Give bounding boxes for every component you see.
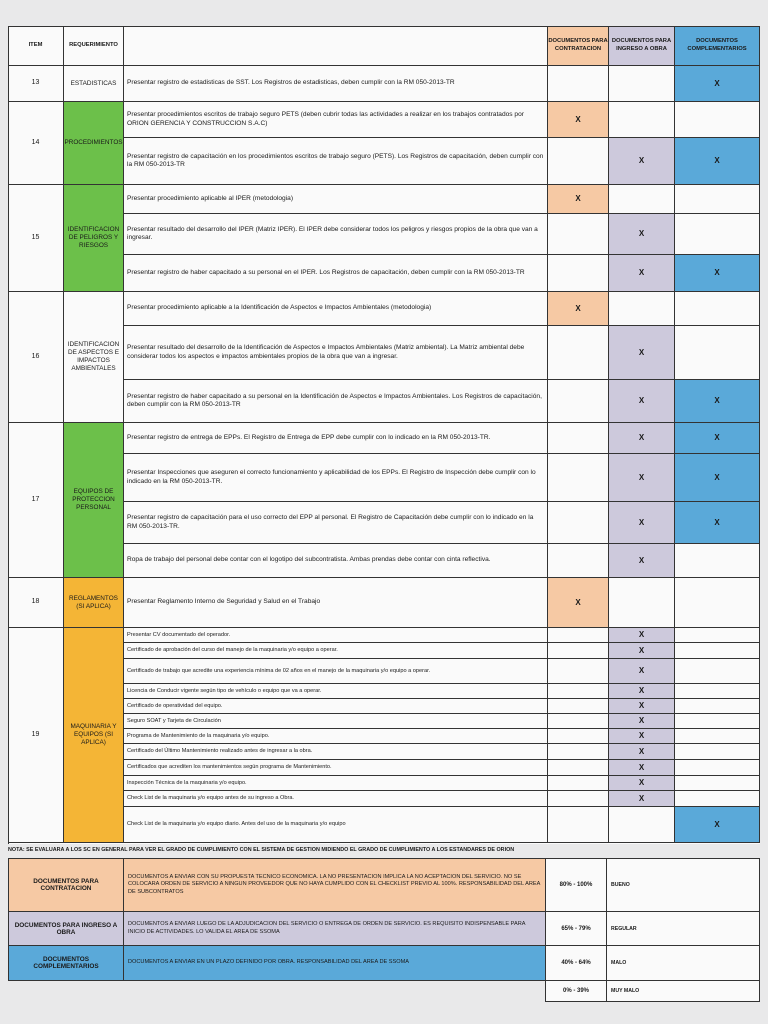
mark-ingreso: X	[609, 791, 675, 807]
mark-ingreso: X	[609, 628, 675, 643]
item-number-13: 13	[8, 66, 64, 102]
mark-ingreso	[609, 66, 675, 102]
mark-ingreso: X	[609, 255, 675, 292]
mark-ingreso	[609, 578, 675, 628]
mark-ingreso	[609, 102, 675, 138]
mark-ingreso: X	[609, 760, 675, 776]
item-number-18: 18	[8, 578, 64, 628]
mark-complementarios	[675, 578, 760, 628]
requirement-row-text: Programa de Mantenimiento de la maquinaria y/o equipo.	[124, 729, 548, 744]
mark-contratacion	[548, 807, 609, 843]
mark-complementarios	[675, 729, 760, 744]
header-doc-ingreso: DOCUMENTOS PARA INGRESO A OBRA	[609, 26, 675, 66]
mark-complementarios	[675, 760, 760, 776]
mark-contratacion	[548, 714, 609, 729]
mark-contratacion	[548, 744, 609, 760]
mark-contratacion	[548, 326, 609, 380]
mark-contratacion	[548, 380, 609, 423]
mark-complementarios	[675, 699, 760, 714]
mark-complementarios	[675, 744, 760, 760]
mark-contratacion: X	[548, 578, 609, 628]
requirement-row-text: Ropa de trabajo del personal debe contar con el logotipo del subcontratista. Ambas prendas debe contar con cinta reflectiva.	[124, 544, 548, 578]
mark-contratacion	[548, 66, 609, 102]
mark-complementarios	[675, 326, 760, 380]
legend-complementarios-pct: 40% - 64%	[545, 945, 607, 981]
requirement-row-text: Presentar resultado del desarrollo del IPER (Matriz IPER). El IPER debe considerar todos los peligros y riesgos propios de la obra que van a ingresar.	[124, 214, 548, 255]
mark-ingreso: X	[609, 684, 675, 699]
mark-ingreso: X	[609, 326, 675, 380]
requirement-label-16: IDENTIFICACION DE ASPECTOS E IMPACTOS AMBIENTALES	[64, 292, 124, 423]
requirement-row-text: Check List de la maquinaria y/o equipo diario. Antes del uso de la maquinaria y/o equipo	[124, 807, 548, 843]
requirement-label-17: EQUIPOS DE PROTECCION PERSONAL	[64, 423, 124, 578]
mark-ingreso: X	[609, 659, 675, 684]
requirement-row-text: Presentar procedimientos escritos de trabajo seguro PETS (deben cubrir todas las actividades a realizar en los trabajos contratados por ORION GERENCIA Y CONSTRUCCION S.A.C)	[124, 102, 548, 138]
mark-ingreso: X	[609, 744, 675, 760]
item-number-16: 16	[8, 292, 64, 423]
mark-complementarios	[675, 544, 760, 578]
mark-complementarios	[675, 684, 760, 699]
requirement-row-text: Presentar registro de estadisticas de SST. Los Registros de estadisticas, deben cumplir con la RM 050-2013-TR	[124, 66, 548, 102]
mark-ingreso: X	[609, 454, 675, 502]
requirement-row-text: Presentar CV documentado del operador.	[124, 628, 548, 643]
item-number-17: 17	[8, 423, 64, 578]
header-item: ITEM	[8, 26, 64, 66]
legend-contratacion-title: DOCUMENTOS PARA CONTRATACION	[8, 858, 124, 912]
mark-ingreso: X	[609, 699, 675, 714]
mark-contratacion	[548, 776, 609, 791]
mark-contratacion	[548, 423, 609, 454]
mark-complementarios	[675, 714, 760, 729]
requirement-row-text: Presentar registro de haber capacitado a su personal en la Identificación de Aspectos e Impactos Ambientales. Los Registros de capacitación, deben cumplir con la RM 050-2013-TR	[124, 380, 548, 423]
mark-contratacion	[548, 684, 609, 699]
mark-complementarios	[675, 643, 760, 659]
mark-ingreso	[609, 185, 675, 214]
header-doc-complementarios: DOCUMENTOS COMPLEMENTARIOS	[675, 26, 760, 66]
requirement-label-19: MAQUINARIA Y EQUIPOS (SI APLICA)	[64, 628, 124, 843]
mark-ingreso: X	[609, 380, 675, 423]
mark-contratacion	[548, 502, 609, 544]
mark-contratacion: X	[548, 292, 609, 326]
mark-complementarios: X	[675, 255, 760, 292]
mark-complementarios	[675, 102, 760, 138]
requirement-row-text: Presentar procedimiento aplicable a la Identificación de Aspectos e Impactos Ambientales (metodologia)	[124, 292, 548, 326]
mark-contratacion	[548, 138, 609, 185]
mark-complementarios	[675, 659, 760, 684]
mark-contratacion	[548, 214, 609, 255]
mark-ingreso: X	[609, 138, 675, 185]
mark-complementarios: X	[675, 454, 760, 502]
legend-last-pct: 0% - 39%	[545, 980, 607, 1002]
mark-complementarios	[675, 776, 760, 791]
requirement-row-text: Check List de la maquinaria y/o equipo antes de su ingreso a Obra.	[124, 791, 548, 807]
mark-complementarios: X	[675, 66, 760, 102]
mark-complementarios	[675, 292, 760, 326]
mark-contratacion	[548, 791, 609, 807]
requirement-row-text: Certificados que acrediten los mantenimientos según programa de Mantenimiento.	[124, 760, 548, 776]
mark-contratacion	[548, 729, 609, 744]
legend-ingreso-title: DOCUMENTOS PARA INGRESO A OBRA	[8, 911, 124, 946]
mark-contratacion	[548, 454, 609, 502]
requirement-label-13: ESTADISTICAS	[64, 66, 124, 102]
legend-contratacion-qual: BUENO	[606, 858, 760, 912]
legend-ingreso-desc: DOCUMENTOS A ENVIAR LUEGO DE LA ADJUDICACION DEL SERVICIO O ENTREGA DE ORDEN DE SERVICIO. ES REQUISITO INDISPENSABLE PARA INICIO DE ACTIVIDADES. LO VALIDA EL AREA DE SSOMA	[123, 911, 546, 946]
mark-contratacion	[548, 255, 609, 292]
item-number-14: 14	[8, 102, 64, 185]
mark-contratacion	[548, 659, 609, 684]
legend-contratacion-pct: 80% - 100%	[545, 858, 607, 912]
mark-complementarios	[675, 214, 760, 255]
mark-contratacion: X	[548, 185, 609, 214]
mark-ingreso	[609, 292, 675, 326]
mark-contratacion	[548, 544, 609, 578]
legend-contratacion-desc: DOCUMENTOS A ENVIAR CON SU PROPUESTA TECNICO ECONOMICA. LA NO PRESENTACION IMPLICA LA NO ACEPTACION DEL SERVICIO. NO SE COLOCARA ORDEN DE SERVICIO A NINGUN PROVEEDOR QUE NO HAYA CUMPLIDO CON EL CHECKLIST PREVIO AL 100%. RESPONSABILIDAD DEL AREA DE SUBCONTRATOS	[123, 858, 546, 912]
header-requerimiento: REQUERIMIENTO	[64, 26, 124, 66]
requirement-label-15: IDENTIFICACION DE PELIGROS Y RIESGOS	[64, 185, 124, 292]
mark-contratacion	[548, 643, 609, 659]
mark-complementarios: X	[675, 380, 760, 423]
mark-ingreso: X	[609, 729, 675, 744]
mark-ingreso: X	[609, 423, 675, 454]
mark-ingreso: X	[609, 502, 675, 544]
requirement-row-text: Presentar registro de entrega de EPPs. El Registro de Entrega de EPP debe cumplir con lo indicado en la RM 050-2013-TR.	[124, 423, 548, 454]
mark-complementarios	[675, 791, 760, 807]
mark-ingreso: X	[609, 714, 675, 729]
item-number-19: 19	[8, 628, 64, 843]
evaluation-note: NOTA: SE EVALUARA A LOS SC EN GENERAL PARA VER EL GRADO DE CUMPLIMIENTO CON EL SISTEMA DE GESTION MIDIENDO EL GRADO DE CUMPLIMIENTO A LOS ESTANDARES DE ORION	[8, 847, 515, 853]
requirement-row-text: Presentar registro de haber capacitado a su personal en el IPER. Los Registros de capacitación, deben cumplir con la RM 050-2013-TR	[124, 255, 548, 292]
legend-complementarios-title: DOCUMENTOS COMPLEMENTARIOS	[8, 945, 124, 981]
mark-contratacion: X	[548, 102, 609, 138]
mark-complementarios	[675, 185, 760, 214]
mark-ingreso: X	[609, 643, 675, 659]
requirement-row-text: Certificado de operatividad del equipo.	[124, 699, 548, 714]
requirement-row-text: Presentar registro de capacitación en los procedimientos escritos de trabajo seguro (PETS). Los Registros de capacitación, deben cumplir con la RM 050-2013-TR	[124, 138, 548, 185]
mark-ingreso: X	[609, 214, 675, 255]
mark-complementarios	[675, 628, 760, 643]
legend-ingreso-qual: REGULAR	[606, 911, 760, 946]
requirement-label-14: PROCEDIMIENTOS	[64, 102, 124, 185]
header-description-blank	[124, 26, 548, 66]
requirement-row-text: Certificado del Último Mantenimiento realizado antes de ingresar a la obra.	[124, 744, 548, 760]
mark-complementarios: X	[675, 807, 760, 843]
mark-ingreso	[609, 807, 675, 843]
requirement-row-text: Presentar Reglamento Interno de Seguridad y Salud en el Trabajo	[124, 578, 548, 628]
mark-contratacion	[548, 760, 609, 776]
requirement-row-text: Presentar Inspecciones que aseguren el correcto funcionamiento y aplicabilidad de los EPPs. El Registro de Inspección debe cumplir con lo indicado en la RM 050-2013-TR.	[124, 454, 548, 502]
mark-contratacion	[548, 699, 609, 714]
mark-complementarios: X	[675, 138, 760, 185]
requirement-row-text: Seguro SOAT y Tarjeta de Circulación	[124, 714, 548, 729]
requirement-row-text: Presentar resultado del desarrollo de la Identificación de Aspectos e Impactos Ambientales (Matriz ambiental). La Matriz ambiental debe considerar todos los aspectos e impactos ambientales propios de la obra que van a ingresar.	[124, 326, 548, 380]
mark-ingreso: X	[609, 776, 675, 791]
requirement-row-text: Inspección Técnica de la maquinaria y/o equipo.	[124, 776, 548, 791]
legend-last-qual: MUY MALO	[606, 980, 760, 1002]
legend-complementarios-desc: DOCUMENTOS A ENVIAR EN UN PLAZO DEFINIDO POR OBRA. RESPONSABILIDAD DEL AREA DE SSOMA	[123, 945, 546, 981]
requirement-row-text: Licencia de Conducir vigente según tipo de vehículo o equipo que va a operar.	[124, 684, 548, 699]
requirement-row-text: Certificado de trabajo que acredite una experiencia mínima de 02 años en el manejo de la maquinaria y/o equipo a operar.	[124, 659, 548, 684]
requirement-row-text: Certificado de aprobación del curso del manejo de la maquinaria y/o equipo a operar.	[124, 643, 548, 659]
mark-complementarios: X	[675, 502, 760, 544]
mark-complementarios: X	[675, 423, 760, 454]
item-number-15: 15	[8, 185, 64, 292]
header-doc-contratacion: DOCUMENTOS PARA CONTRATACION	[548, 26, 609, 66]
requirement-label-18: REGLAMENTOS (SI APLICA)	[64, 578, 124, 628]
mark-ingreso: X	[609, 544, 675, 578]
requirement-row-text: Presentar procedimiento aplicable al IPER (metodologia)	[124, 185, 548, 214]
mark-contratacion	[548, 628, 609, 643]
legend-ingreso-pct: 65% - 79%	[545, 911, 607, 946]
legend-complementarios-qual: MALO	[606, 945, 760, 981]
requirement-row-text: Presentar registro de capacitación para el uso correcto del EPP al personal. El Registro de Capacitación debe cumplir con lo indicado en la RM 050-2013-TR.	[124, 502, 548, 544]
